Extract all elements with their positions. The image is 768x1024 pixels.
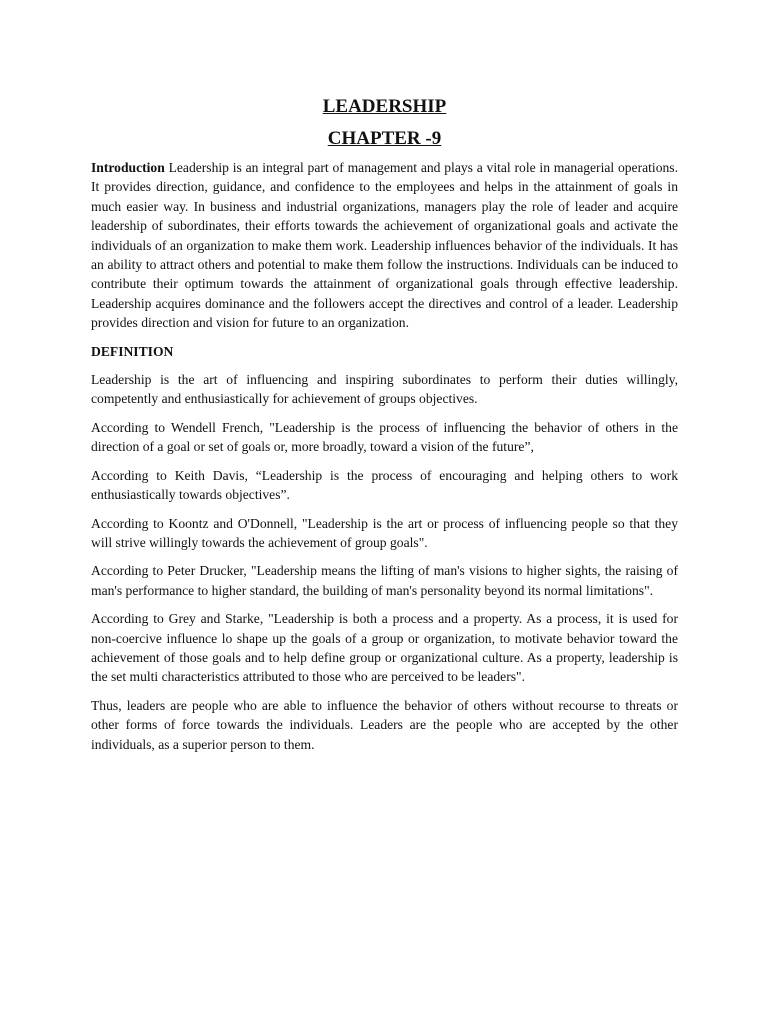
- introduction-label: Introduction: [91, 160, 165, 175]
- definition-paragraph: Leadership is the art of influencing and inspiring subordinates to perform their duties willingly, competently and enthusiastically for achievement of groups objectives.: [91, 372, 678, 407]
- introduction-paragraph: [91, 158, 678, 333]
- quote-grey-starke: According to Grey and Starke, "Leadership is both a process and a property. As a process, it is used for non-coercive influence lo shape up the goals of a group or organization, to motivate behavior toward the achievement of those goals and to help define group or organizational culture. As a property, leadership is the set multi characteristics attributed to those who are perceived to be leaders".: [91, 611, 678, 685]
- chapter-heading: CHAPTER -9: [327, 128, 442, 149]
- quote-wendell-french: According to Wendell French, "Leadership is the process of influencing the behavior of others in the direction of a goal or set of goals or, more broadly, toward a vision of the future”,: [91, 419, 678, 455]
- document-title: LEADERSHIP: [322, 96, 447, 117]
- quote-peter-drucker: According to Peter Drucker, "Leadership means the lifting of man's visions to higher sights, the raising of man's performance to higher standard, the building of man's personality beyond its normal limitations".: [91, 563, 678, 598]
- quote-koontz-odonnell: According to Koontz and O'Donnell, "Leadership is the art or process of influencing people so that they will strive willingly towards the achievement of group goals".: [91, 515, 678, 550]
- quote-keith-davis: According to Keith Davis, “Leadership is the process of encouraging and helping others to work enthusiastically towards objectives”.: [91, 467, 678, 503]
- conclusion-paragraph: Thus, leaders are people who are able to influence the behavior of others without recourse to threats or other forms of force towards the individuals. Leaders are the people who are accepted by the other individuals, as a superior person to them.: [91, 697, 678, 752]
- introduction-text: Leadership is an integral part of management and plays a vital role in managerial operations. It provides direction, guidance, and confidence to the employees and helps in the attainment of goals in much easier way. In business and industrial organizations, managers play the role of leader and acquire leadership of subordinates, their efforts towards the achievement of organizational goals and activate the individuals of an organization to make them work. Leadership influences behavior of the individuals. It has an ability to attract others and potential to make them follow the instructions. Individuals can be induced to contribute their optimum towards the attainment of organizational goals through effective leadership. Leadership acquires dominance and the followers accept the directives and control of a leader. Leadership provides direction and vision for future to an organization.: [91, 160, 678, 331]
- definition-heading: DEFINITION: [91, 343, 174, 359]
